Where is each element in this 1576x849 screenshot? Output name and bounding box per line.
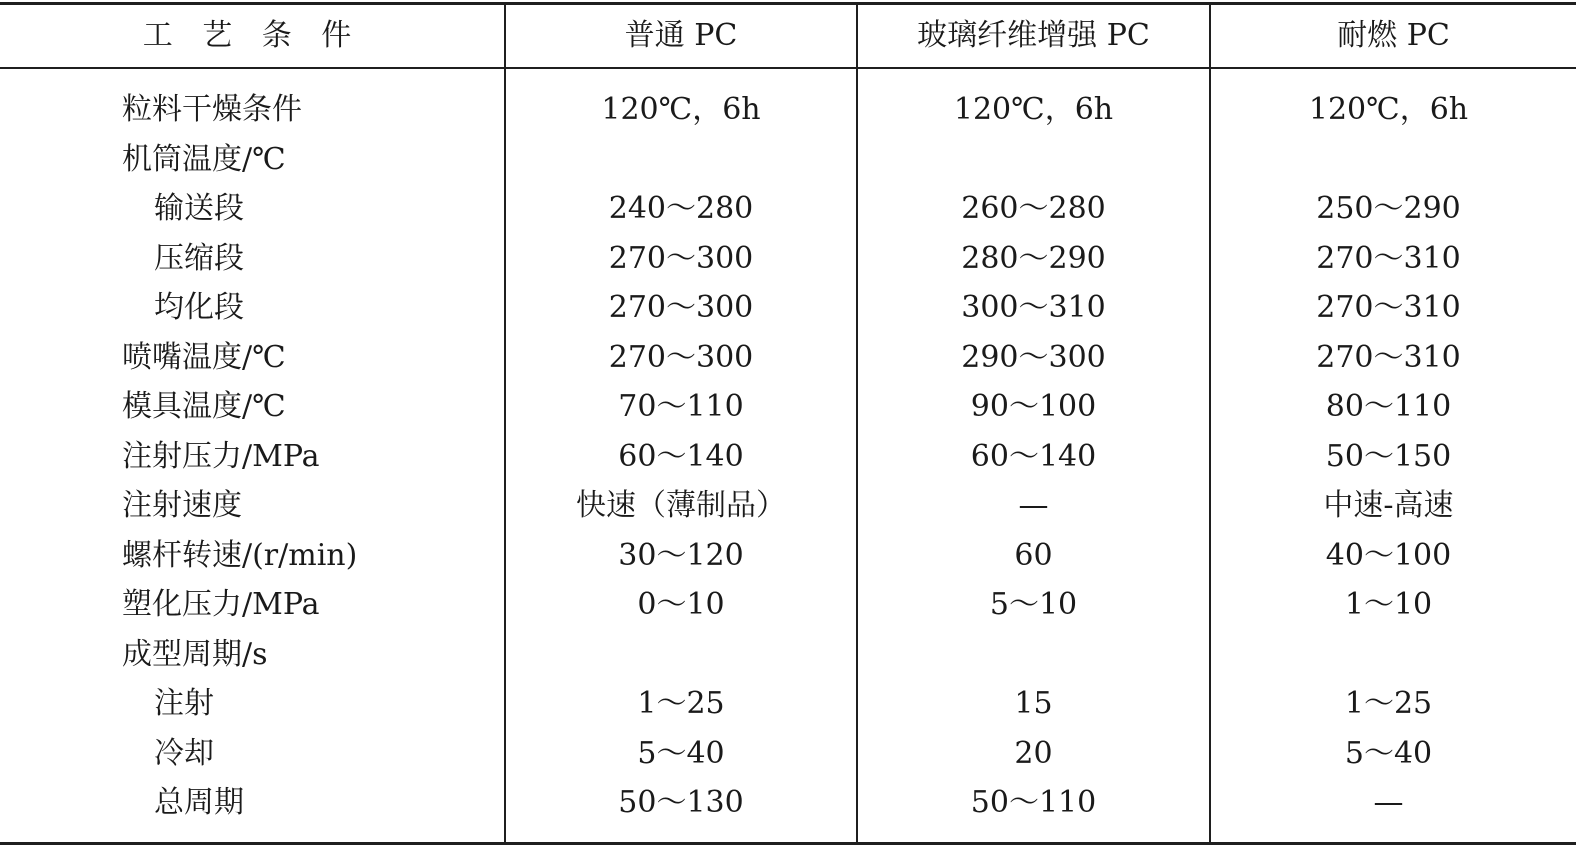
table-row (0, 234, 1576, 284)
flame-retardant-pc-value (1211, 135, 1566, 185)
flame-retardant-pc-value: 120℃，6h (1308, 92, 1469, 127)
flame-retardant-pc-value: — (1373, 785, 1404, 820)
row-label: 注射 (154, 686, 214, 721)
flame-retardant-pc-value: 270～310 (1316, 339, 1461, 375)
glass-fiber-pc-value: 60 (1014, 537, 1053, 573)
table-row (0, 778, 1576, 828)
row-label: 成型周期/s (122, 636, 268, 672)
standard-pc-value: 70～110 (618, 389, 744, 424)
glass-fiber-pc-value: 5～10 (989, 587, 1078, 622)
glass-fiber-pc-value: 15 (1014, 686, 1053, 721)
standard-pc-value: 0～10 (637, 587, 725, 622)
flame-retardant-pc-value: 5～40 (1344, 735, 1433, 771)
table-header-rule (0, 67, 1576, 69)
header-flame-retardant-pc: 耐燃 PC (1337, 18, 1450, 53)
flame-retardant-pc-value: 250～290 (1316, 191, 1461, 226)
table-row (0, 135, 1576, 185)
flame-retardant-pc-value: 270～310 (1316, 290, 1461, 325)
flame-retardant-pc-value: 1～10 (1344, 587, 1433, 622)
table-row (0, 333, 1576, 383)
glass-fiber-pc-value: 300～310 (961, 290, 1106, 325)
standard-pc-value (506, 135, 856, 185)
flame-retardant-pc-value: 270～310 (1316, 240, 1461, 276)
standard-pc-value: 50～130 (618, 785, 744, 820)
flame-retardant-pc-value: 1～25 (1344, 686, 1433, 721)
glass-fiber-pc-value: 120℃，6h (953, 92, 1114, 127)
glass-fiber-pc-value: 280～290 (961, 240, 1106, 276)
table-row (0, 729, 1576, 779)
table-row (0, 184, 1576, 234)
table-row (0, 531, 1576, 581)
standard-pc-value: 5～40 (637, 735, 725, 771)
glass-fiber-pc-value: 20 (1014, 735, 1053, 771)
standard-pc-value: 270～300 (608, 240, 754, 276)
flame-retardant-pc-value: 50～150 (1325, 438, 1452, 474)
row-label: 塑化压力/MPa (122, 587, 320, 622)
table-row (0, 481, 1576, 531)
table-row (0, 630, 1576, 680)
table-row (0, 679, 1576, 729)
glass-fiber-pc-value (858, 135, 1209, 185)
glass-fiber-pc-value: 50～110 (970, 785, 1097, 820)
glass-fiber-pc-value: 60～140 (970, 438, 1097, 474)
flame-retardant-pc-value (1211, 630, 1566, 680)
standard-pc-value (506, 630, 856, 680)
row-label: 机筒温度/℃ (122, 141, 286, 177)
table-row (0, 382, 1576, 432)
header-condition: 工 艺 条 件 (142, 18, 362, 53)
standard-pc-value: 120℃，6h (601, 92, 761, 127)
table-row (0, 432, 1576, 482)
flame-retardant-pc-value: 40～100 (1325, 537, 1452, 573)
row-label: 冷却 (154, 735, 214, 771)
table-row (0, 85, 1576, 135)
row-label: 均化段 (154, 290, 244, 325)
glass-fiber-pc-value: — (1018, 488, 1049, 523)
row-label: 总周期 (154, 785, 244, 820)
header-standard-pc: 普通 PC (624, 18, 738, 53)
standard-pc-value: 60～140 (618, 438, 744, 474)
standard-pc-value: 270～300 (608, 290, 754, 325)
row-label: 注射速度 (122, 488, 242, 523)
row-label: 喷嘴温度/℃ (122, 339, 286, 375)
glass-fiber-pc-value: 260～280 (961, 191, 1106, 226)
table-row (0, 580, 1576, 630)
row-label: 输送段 (154, 191, 244, 226)
table-body (0, 85, 1576, 828)
row-label: 模具温度/℃ (122, 389, 286, 424)
standard-pc-value: 快速（薄制品） (576, 488, 786, 523)
standard-pc-value: 240～280 (608, 191, 754, 226)
row-label: 注射压力/MPa (122, 438, 320, 474)
row-label: 螺杆转速/(r/min) (122, 537, 358, 573)
standard-pc-value: 270～300 (608, 339, 754, 375)
glass-fiber-pc-value: 90～100 (970, 389, 1097, 424)
flame-retardant-pc-value: 80～110 (1325, 389, 1452, 424)
table-bottom-rule (0, 842, 1576, 845)
row-label: 粒料干燥条件 (122, 92, 302, 127)
standard-pc-value: 30～120 (618, 537, 744, 573)
row-label: 压缩段 (154, 240, 244, 276)
flame-retardant-pc-value: 中速-高速 (1323, 488, 1454, 523)
table-row (0, 283, 1576, 333)
glass-fiber-pc-value (858, 630, 1209, 680)
glass-fiber-pc-value: 290～300 (961, 339, 1106, 375)
header-glass-fiber-pc: 玻璃纤维增强 PC (917, 18, 1150, 53)
standard-pc-value: 1～25 (637, 686, 725, 721)
